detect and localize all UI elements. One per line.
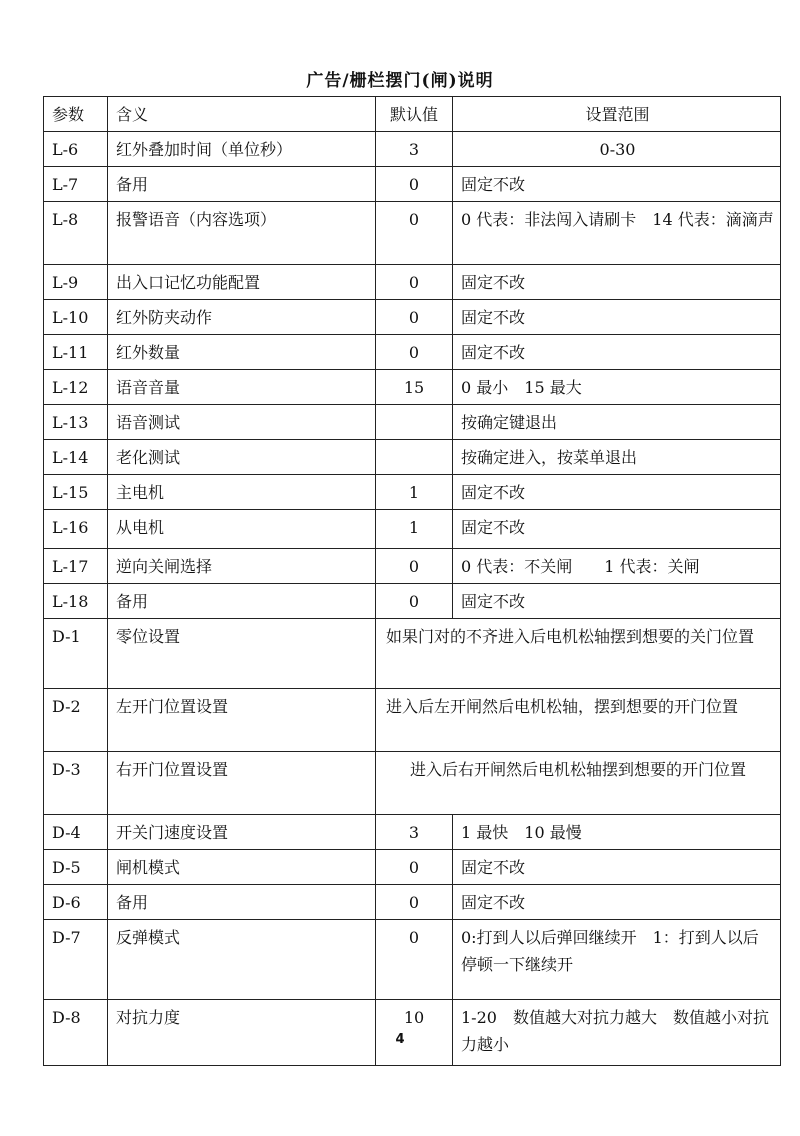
param-cell: D-8 (44, 1000, 108, 1066)
table-row (44, 689, 781, 752)
page-title: 广告/栅栏摆门(闸)说明 (306, 71, 494, 91)
meaning-cell: 语音测试 (108, 405, 376, 440)
param-cell: L-10 (44, 300, 108, 335)
meaning-cell: 报警语音（内容选项） (108, 202, 376, 265)
default-cell (376, 440, 453, 475)
param-cell: L-12 (44, 370, 108, 405)
meaning-cell: 语音音量 (108, 370, 376, 405)
meaning-cell: 对抗力度 (108, 1000, 376, 1066)
meaning-cell: 出入口记忆功能配置 (108, 265, 376, 300)
range-cell: 固定不改 (453, 265, 781, 300)
range-cell: 固定不改 (453, 475, 781, 510)
default-cell: 1 (376, 510, 453, 549)
default-cell: 3 (376, 815, 453, 850)
meaning-cell: 逆向关闸选择 (108, 549, 376, 584)
range-cell: 1-20 数值越大对抗力越大 数值越小对抗力越小 (453, 1000, 781, 1066)
table-row (44, 405, 781, 440)
header-param: 参数 (44, 97, 108, 132)
range-cell: 0-30 (453, 132, 781, 167)
range-cell: 固定不改 (453, 510, 781, 549)
param-cell: L-17 (44, 549, 108, 584)
param-cell: D-5 (44, 850, 108, 885)
table-row (44, 475, 781, 510)
default-cell: 0 (376, 920, 453, 1000)
meaning-cell: 零位设置 (108, 619, 376, 689)
range-cell: 进入后右开闸然后电机松轴摆到想要的开门位置 (376, 752, 781, 815)
meaning-cell: 备用 (108, 167, 376, 202)
table-row (44, 920, 781, 1000)
default-cell: 0 (376, 300, 453, 335)
param-cell: D-1 (44, 619, 108, 689)
table-row (44, 584, 781, 619)
default-cell: 0 (376, 549, 453, 584)
page-number: 4 (395, 1032, 405, 1047)
range-cell: 0 代表：不关闸 1 代表：关闸 (453, 549, 781, 584)
param-cell: D-4 (44, 815, 108, 850)
meaning-cell: 备用 (108, 885, 376, 920)
table-row (44, 850, 781, 885)
param-cell: D-7 (44, 920, 108, 1000)
param-cell: L-6 (44, 132, 108, 167)
table-row (44, 440, 781, 475)
header-meaning: 含义 (108, 97, 376, 132)
table-header-row (44, 97, 781, 132)
meaning-cell: 反弹模式 (108, 920, 376, 1000)
table-row (44, 815, 781, 850)
range-cell: 按确定进入，按菜单退出 (453, 440, 781, 475)
header-range: 设置范围 (453, 97, 781, 132)
table-row (44, 885, 781, 920)
param-cell: L-11 (44, 335, 108, 370)
param-cell: L-16 (44, 510, 108, 549)
range-cell: 如果门对的不齐进入后电机松轴摆到想要的关门位置 (376, 619, 781, 689)
table-row (44, 370, 781, 405)
table-row (44, 619, 781, 689)
default-cell: 3 (376, 132, 453, 167)
table-row (44, 335, 781, 370)
param-cell: L-18 (44, 584, 108, 619)
table-row (44, 167, 781, 202)
param-cell: L-9 (44, 265, 108, 300)
meaning-cell: 左开门位置设置 (108, 689, 376, 752)
table-row (44, 265, 781, 300)
range-cell: 0 最小 15 最大 (453, 370, 781, 405)
default-cell: 0 (376, 885, 453, 920)
range-cell: 固定不改 (453, 850, 781, 885)
param-cell: L-15 (44, 475, 108, 510)
default-cell: 0 (376, 167, 453, 202)
param-cell: D-6 (44, 885, 108, 920)
table-row (44, 202, 781, 265)
default-cell: 0 (376, 584, 453, 619)
range-cell: 固定不改 (453, 167, 781, 202)
default-cell: 0 (376, 202, 453, 265)
meaning-cell: 闸机模式 (108, 850, 376, 885)
param-cell: D-3 (44, 752, 108, 815)
meaning-cell: 从电机 (108, 510, 376, 549)
default-cell: 10 (376, 1000, 453, 1066)
default-cell: 0 (376, 335, 453, 370)
header-default: 默认值 (376, 97, 453, 132)
range-cell: 0:打到人以后弹回继续开 1：打到人以后 停顿一下继续开 (453, 920, 781, 1000)
param-cell: L-14 (44, 440, 108, 475)
table-row (44, 300, 781, 335)
default-cell: 0 (376, 265, 453, 300)
range-cell: 1 最快 10 最慢 (453, 815, 781, 850)
default-cell (376, 405, 453, 440)
range-cell: 0 代表：非法闯入请刷卡 14 代表：滴滴声 (453, 202, 781, 265)
parameter-table (43, 96, 781, 1066)
meaning-cell: 红外叠加时间（单位秒） (108, 132, 376, 167)
range-cell: 按确定键退出 (453, 405, 781, 440)
table-row (44, 752, 781, 815)
default-cell: 15 (376, 370, 453, 405)
range-cell: 进入后左开闸然后电机松轴，摆到想要的开门位置 (376, 689, 781, 752)
range-cell: 固定不改 (453, 584, 781, 619)
table-row (44, 132, 781, 167)
meaning-cell: 老化测试 (108, 440, 376, 475)
range-cell: 固定不改 (453, 885, 781, 920)
default-cell: 1 (376, 475, 453, 510)
param-cell: L-13 (44, 405, 108, 440)
table-row (44, 510, 781, 549)
default-cell: 0 (376, 850, 453, 885)
meaning-cell: 红外防夹动作 (108, 300, 376, 335)
meaning-cell: 开关门速度设置 (108, 815, 376, 850)
meaning-cell: 红外数量 (108, 335, 376, 370)
table-row (44, 549, 781, 584)
param-cell: D-2 (44, 689, 108, 752)
param-cell: L-8 (44, 202, 108, 265)
param-cell: L-7 (44, 167, 108, 202)
meaning-cell: 右开门位置设置 (108, 752, 376, 815)
meaning-cell: 备用 (108, 584, 376, 619)
range-cell: 固定不改 (453, 335, 781, 370)
meaning-cell: 主电机 (108, 475, 376, 510)
range-cell: 固定不改 (453, 300, 781, 335)
